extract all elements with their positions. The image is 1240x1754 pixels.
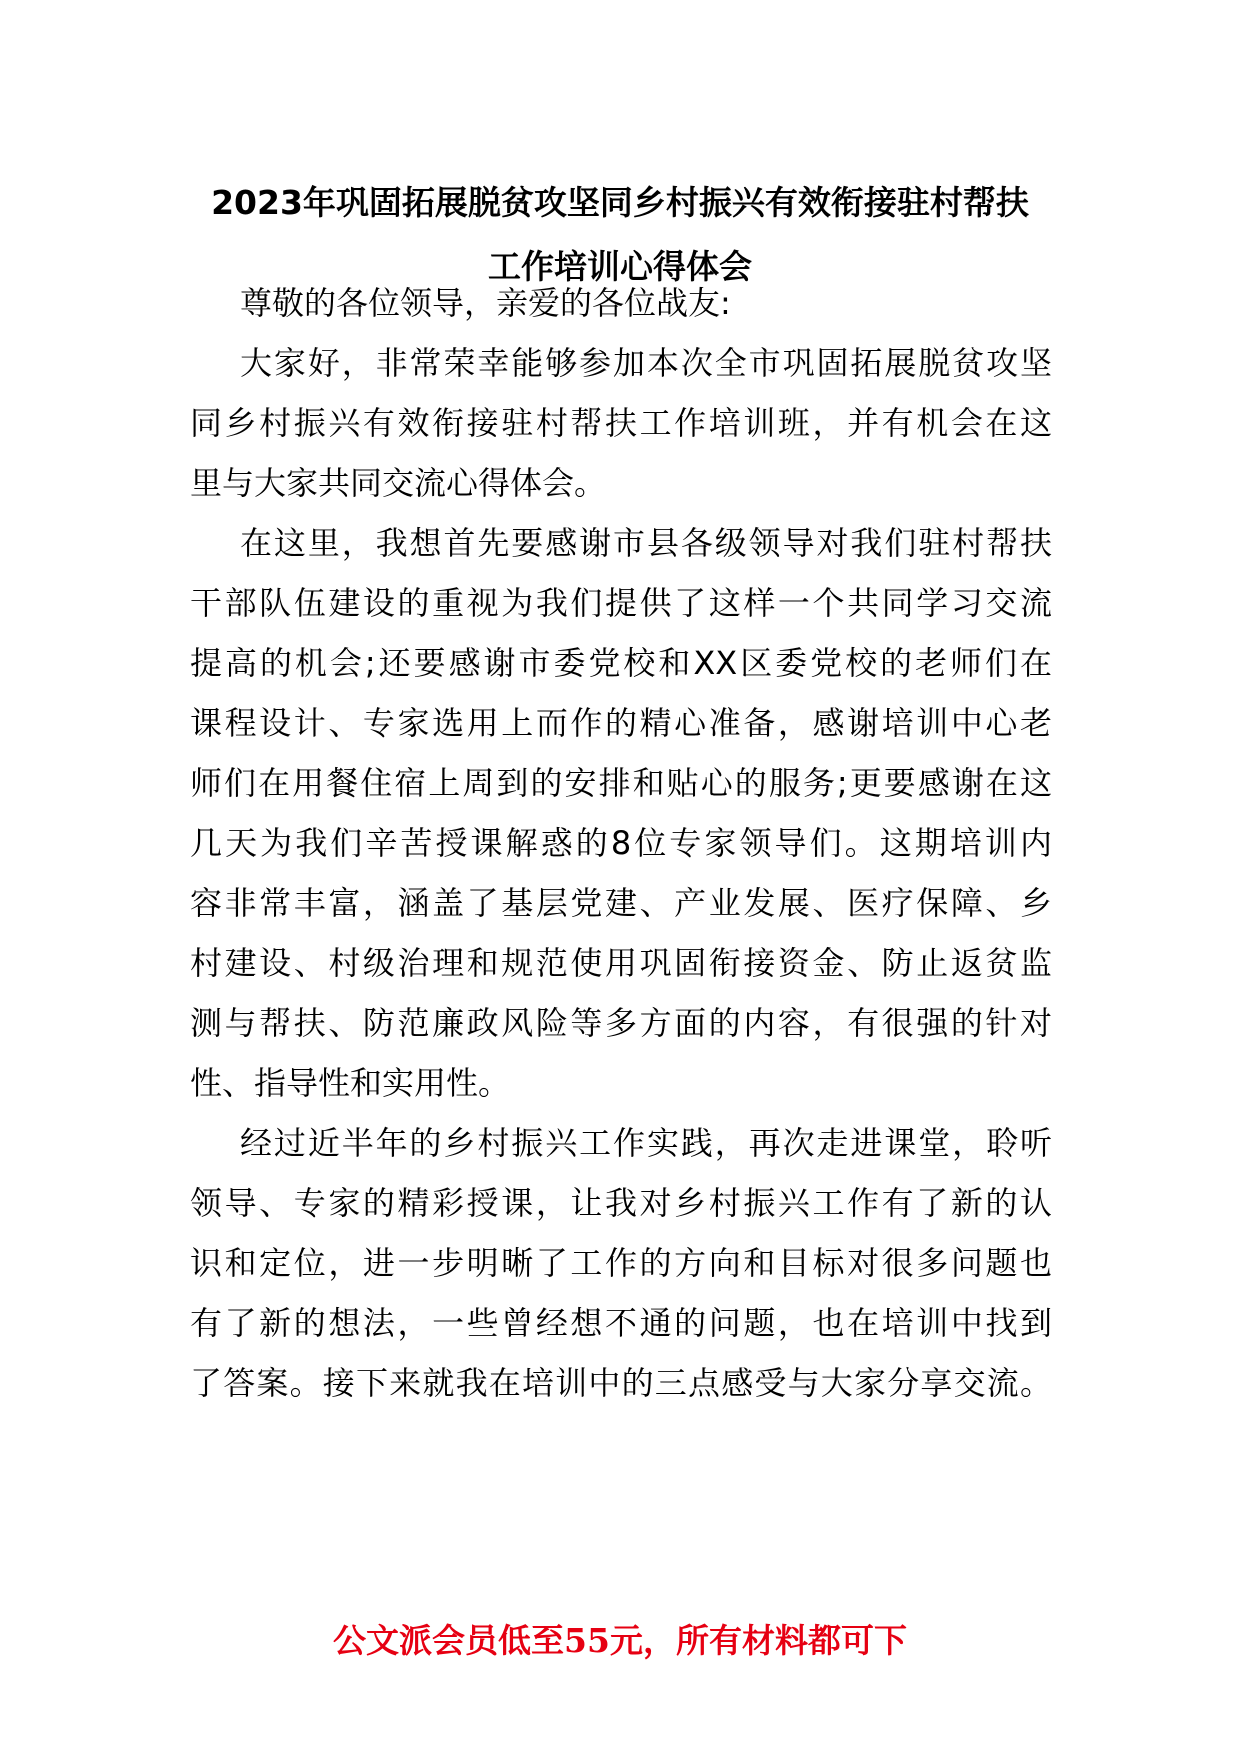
paragraph-2-line: 干部队伍建设的重视为我们提供了这样一个共同学习交流: [190, 584, 1052, 622]
paragraph-1-line: 大家好，非常荣幸能够参加本次全市巩固拓展脱贫攻坚: [240, 344, 1052, 382]
paragraph-3-line: 有了新的想法，一些曾经想不通的问题，也在培训中找到: [190, 1304, 1052, 1342]
paragraph-2-line: 提高的机会;还要感谢市委党校和XX区委党校的老师们在: [190, 644, 1052, 682]
paragraph-3-line: 了答案。接下来就我在培训中的三点感受与大家分享交流。: [190, 1364, 1052, 1402]
salutation: 尊敬的各位领导，亲爱的各位战友:: [240, 284, 731, 322]
document-title-line-1: 2023年巩固拓展脱贫攻坚同乡村振兴有效衔接驻村帮扶: [211, 183, 1029, 222]
paragraph-1-line: 同乡村振兴有效衔接驻村帮扶工作培训班，并有机会在这: [190, 404, 1052, 442]
paragraph-2-line: 在这里，我想首先要感谢市县各级领导对我们驻村帮扶: [240, 524, 1052, 562]
paragraph-1-line: 里与大家共同交流心得体会。: [190, 464, 607, 502]
paragraph-2-line: 几天为我们辛苦授课解惑的8位专家领导们。这期培训内: [190, 824, 1052, 862]
paragraph-2-line: 师们在用餐住宿上周到的安排和贴心的服务;更要感谢在这: [190, 764, 1052, 802]
paragraph-2-line: 性、指导性和实用性。: [190, 1064, 511, 1102]
paragraph-2-line: 课程设计、专家选用上而作的精心准备，感谢培训中心老: [190, 704, 1052, 742]
paragraph-2-line: 测与帮扶、防范廉政风险等多方面的内容，有很强的针对: [190, 1004, 1052, 1042]
paragraph-2-line: 容非常丰富，涵盖了基层党建、产业发展、医疗保障、乡: [190, 884, 1052, 922]
paragraph-3-line: 经过近半年的乡村振兴工作实践，再次走进课堂，聆听: [240, 1124, 1052, 1162]
paragraph-3-line: 识和定位，进一步明晰了工作的方向和目标对很多问题也: [190, 1244, 1052, 1282]
paragraph-3-line: 领导、专家的精彩授课，让我对乡村振兴工作有了新的认: [190, 1184, 1052, 1222]
document-title-line-2: 工作培训心得体会: [488, 247, 752, 286]
paragraph-2-line: 村建设、村级治理和规范使用巩固衔接资金、防止返贫监: [190, 944, 1052, 982]
footer-notice: 公文派会员低至55元，所有材料都可下: [333, 1621, 907, 1660]
